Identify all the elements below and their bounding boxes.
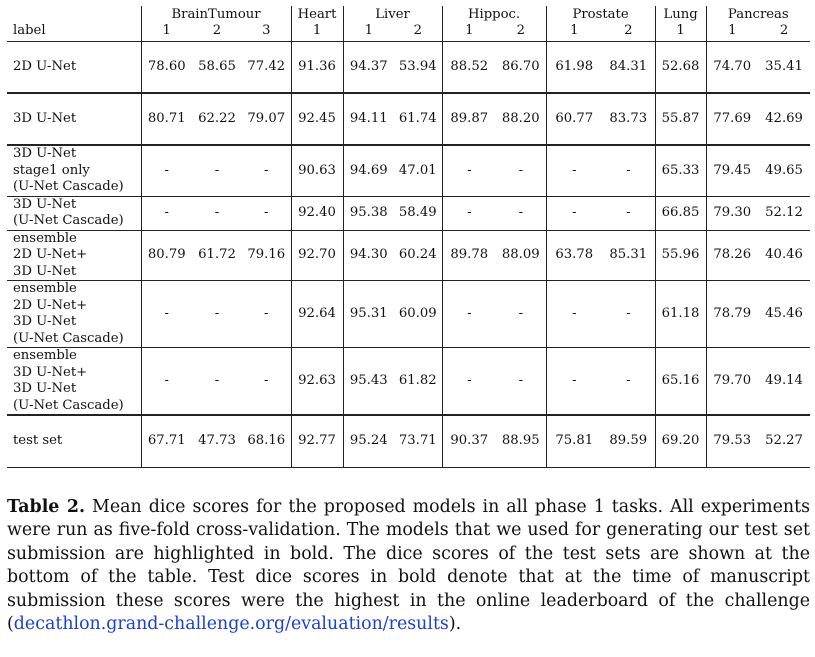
table-cell: 89.59 — [602, 415, 655, 467]
table-cell: - — [192, 281, 242, 348]
group-header-heart: Heart — [291, 6, 343, 23]
table-cell: - — [496, 145, 546, 196]
table-cell: 92.64 — [291, 281, 343, 348]
table-cell: 45.46 — [758, 281, 810, 348]
table-row — [7, 230, 810, 281]
table-cell: 67.71 — [141, 415, 192, 467]
table-cell: 61.82 — [394, 348, 442, 416]
table-cell: - — [242, 281, 291, 348]
table-cell: 53.94 — [394, 41, 442, 93]
table-cell: 75.81 — [546, 415, 602, 467]
table-cell: 89.87 — [442, 93, 496, 145]
table-cell: 83.73 — [602, 93, 655, 145]
row-label-line: (U-Net Cascade) — [13, 330, 124, 346]
table-cell: 61.72 — [192, 230, 242, 281]
row-label — [7, 41, 141, 93]
table-cell: - — [141, 196, 192, 230]
table-cell: 49.14 — [758, 348, 810, 416]
table-row — [7, 145, 810, 196]
table-caption — [7, 496, 810, 637]
table-cell: 49.65 — [758, 145, 810, 196]
table-cell: 94.37 — [343, 41, 394, 93]
table-cell: - — [141, 348, 192, 416]
column-header: 1 — [655, 23, 706, 41]
table-cell: 61.74 — [394, 93, 442, 145]
table-cell: 94.69 — [343, 145, 394, 196]
table-cell: - — [442, 348, 496, 416]
row-label — [7, 196, 141, 230]
table-cell: - — [496, 348, 546, 416]
column-header: 1 — [141, 23, 192, 41]
results-table — [7, 6, 810, 468]
row-label — [7, 348, 141, 416]
table-row — [7, 415, 810, 467]
table-cell: - — [192, 145, 242, 196]
table-cell: 88.52 — [442, 41, 496, 93]
row-label — [7, 145, 141, 196]
group-header-hippoc: Hippoc. — [442, 6, 546, 23]
table-cell: - — [546, 196, 602, 230]
table-cell: 58.49 — [394, 196, 442, 230]
row-label-line: 2D U-Net — [13, 58, 77, 74]
row-label-line: 3D U-Net — [13, 196, 77, 212]
table-cell: - — [242, 348, 291, 416]
table-cell: 74.70 — [706, 41, 758, 93]
row-label-line: 3D U-Net — [13, 110, 77, 126]
table-cell: 79.07 — [242, 93, 291, 145]
table-cell: 35.41 — [758, 41, 810, 93]
column-header: 1 — [546, 23, 602, 41]
table-cell: 58.65 — [192, 41, 242, 93]
row-label-line: 2D U-Net+ — [13, 297, 88, 313]
table-row — [7, 348, 810, 416]
column-header: 2 — [394, 23, 442, 41]
caption-link[interactable]: decathlon.grand-challenge.org/evaluation/results — [13, 614, 449, 634]
table-cell: 95.24 — [343, 415, 394, 467]
table-cell: - — [141, 145, 192, 196]
table-cell: 61.98 — [546, 41, 602, 93]
row-label-line: test set — [13, 433, 63, 448]
row-label — [7, 281, 141, 348]
row-label-line: (U-Net Cascade) — [13, 179, 124, 194]
table-cell: - — [192, 348, 242, 416]
table-cell: 88.20 — [496, 93, 546, 145]
column-header: 2 — [192, 23, 242, 41]
table-cell: - — [141, 281, 192, 348]
table-cell: 78.79 — [706, 281, 758, 348]
table-cell: - — [192, 196, 242, 230]
table-cell: - — [496, 281, 546, 348]
row-label-line: ensemble — [13, 230, 77, 246]
row-label-line: 3D U-Net — [13, 146, 77, 161]
table-cell: 79.30 — [706, 196, 758, 230]
table-cell: 94.30 — [343, 230, 394, 281]
table-cell: 95.38 — [343, 196, 394, 230]
table-header-groups — [7, 6, 810, 23]
table-cell: 92.70 — [291, 230, 343, 281]
table-cell: 52.12 — [758, 196, 810, 230]
table-cell: - — [496, 196, 546, 230]
column-header: 2 — [496, 23, 546, 41]
row-label-line: 3D U-Net — [13, 263, 77, 279]
table-cell: - — [546, 348, 602, 416]
table-cell: 60.77 — [546, 93, 602, 145]
table-cell: 92.77 — [291, 415, 343, 467]
group-header-liver: Liver — [343, 6, 442, 23]
table-body — [7, 41, 810, 467]
row-label — [7, 93, 141, 145]
column-header: 1 — [343, 23, 394, 41]
table-cell: 65.16 — [655, 348, 706, 416]
table-cell: 62.22 — [192, 93, 242, 145]
table-cell: 92.40 — [291, 196, 343, 230]
row-label-line: ensemble — [13, 281, 77, 296]
table-cell: 65.33 — [655, 145, 706, 196]
caption-label: Table 2. — [7, 496, 86, 517]
table-cell: 79.53 — [706, 415, 758, 467]
column-header: 1 — [291, 23, 343, 41]
group-header-lung: Lung — [655, 6, 706, 23]
table-cell: 78.26 — [706, 230, 758, 281]
group-header-pancreas: Pancreas — [706, 6, 810, 23]
table-cell: 55.96 — [655, 230, 706, 281]
column-header: 2 — [602, 23, 655, 41]
table-cell: 78.60 — [141, 41, 192, 93]
caption-text: Mean dice scores for the proposed models in all phase 1 tasks. All experiments were run as five-fold cross-validation. The models that we used for generating our test set submission are highlighted in bold. The dice scores of the test sets are shown at the bottom of the table. Test dice scores in bold denote that at the time of manuscript submission these scores were the highest in the online leaderboard of the challenge ( — [7, 496, 810, 634]
row-label-line: (U-Net Cascade) — [13, 213, 124, 228]
table-header-columns — [7, 23, 810, 41]
group-header-prostate: Prostate — [546, 6, 655, 23]
table-cell: 42.69 — [758, 93, 810, 145]
table-cell: 92.45 — [291, 93, 343, 145]
table-cell: 77.69 — [706, 93, 758, 145]
table-row — [7, 281, 810, 348]
table-cell: 63.78 — [546, 230, 602, 281]
column-header: 1 — [442, 23, 496, 41]
table-cell: - — [602, 196, 655, 230]
table-cell: 90.37 — [442, 415, 496, 467]
table-cell: - — [442, 196, 496, 230]
table-cell: 66.85 — [655, 196, 706, 230]
table-cell: 91.36 — [291, 41, 343, 93]
label-column-header: label — [7, 23, 141, 41]
table-cell: 60.09 — [394, 281, 442, 348]
table-cell: - — [546, 145, 602, 196]
table-cell: 55.87 — [655, 93, 706, 145]
table-cell: 88.95 — [496, 415, 546, 467]
table-row — [7, 93, 810, 145]
table-cell: - — [242, 196, 291, 230]
table-cell: - — [546, 281, 602, 348]
row-label-line: stage1 only — [13, 162, 90, 178]
table-cell: 86.70 — [496, 41, 546, 93]
table-cell: 69.20 — [655, 415, 706, 467]
table-cell: 40.46 — [758, 230, 810, 281]
table-cell: 95.43 — [343, 348, 394, 416]
table-cell: 61.18 — [655, 281, 706, 348]
table-row — [7, 41, 810, 93]
table-cell: 84.31 — [602, 41, 655, 93]
table-cell: - — [442, 281, 496, 348]
table-cell: 88.09 — [496, 230, 546, 281]
table-cell: 92.63 — [291, 348, 343, 416]
row-label-line: 2D U-Net+ — [13, 247, 88, 262]
table-row — [7, 196, 810, 230]
table-cell: 77.42 — [242, 41, 291, 93]
table-cell: 79.70 — [706, 348, 758, 416]
table-cell: 47.01 — [394, 145, 442, 196]
table-cell: - — [602, 145, 655, 196]
table-cell: 47.73 — [192, 415, 242, 467]
row-label-line: 3D U-Net — [13, 314, 77, 329]
table-cell: 68.16 — [242, 415, 291, 467]
group-header-braintumour: BrainTumour — [141, 6, 291, 23]
table-cell: 90.63 — [291, 145, 343, 196]
table-cell: 52.68 — [655, 41, 706, 93]
row-label — [7, 230, 141, 281]
table-cell: 80.71 — [141, 93, 192, 145]
table-cell: 95.31 — [343, 281, 394, 348]
table-cell: - — [602, 348, 655, 416]
column-header: 1 — [706, 23, 758, 41]
column-header: 2 — [758, 23, 810, 41]
row-label-line: ensemble — [13, 348, 77, 363]
table-cell: 89.78 — [442, 230, 496, 281]
row-label-line: (U-Net Cascade) — [13, 397, 124, 413]
table-cell: 80.79 — [141, 230, 192, 281]
column-header: 3 — [242, 23, 291, 41]
table-cell: - — [602, 281, 655, 348]
row-label-line: 3D U-Net — [13, 381, 77, 396]
caption-end: ). — [448, 614, 462, 634]
table-cell: 52.27 — [758, 415, 810, 467]
row-label — [7, 415, 141, 467]
row-label-line: 3D U-Net+ — [13, 364, 88, 380]
table-cell: 79.16 — [242, 230, 291, 281]
table-cell: 79.45 — [706, 145, 758, 196]
table-cell: - — [242, 145, 291, 196]
table-cell: 94.11 — [343, 93, 394, 145]
table-cell: 73.71 — [394, 415, 442, 467]
table-cell: 85.31 — [602, 230, 655, 281]
paper-page — [7, 6, 810, 654]
table-cell: 60.24 — [394, 230, 442, 281]
table-cell: - — [442, 145, 496, 196]
